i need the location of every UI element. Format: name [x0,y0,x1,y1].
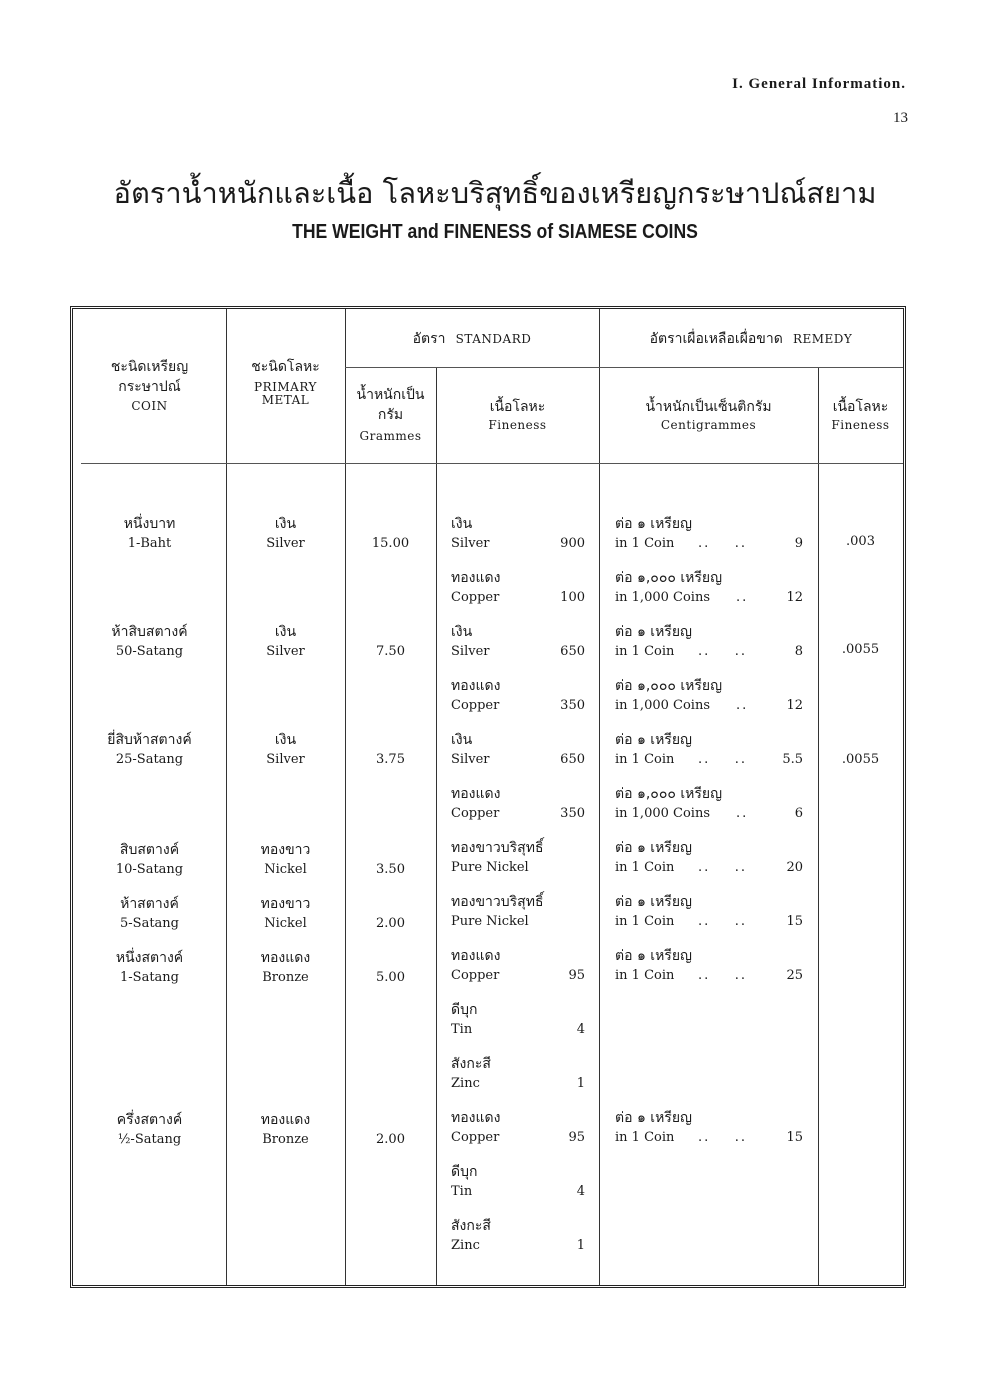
column-divider [818,367,819,1285]
standard-metal: เงิน Silver [451,516,490,551]
column-divider [436,367,437,1285]
page-title-thai: อัตราน้ำหนักและเนื้อ โลหะบริสุทธิ์ของเหรียญกระษาปณ์สยาม [113,176,877,210]
leader-dots: .. [736,590,749,605]
metal-name: ทองขาว Nickel [260,896,311,931]
remedy-text: ต่อ ๑ เหรียญ in 1 Coin [615,624,692,659]
weight-value: 5.00 [376,970,405,985]
header-remedy-fineness: เนื้อโลหะ Fineness [831,399,890,433]
remedy-fineness: .0055 [841,642,880,657]
standard-metal: ดีบุก Tin [451,1164,478,1199]
remedy-text: ต่อ ๑,๐๐๐ เหรียญ in 1,000 Coins [615,786,723,821]
metal-name: ทองแดง Bronze [260,950,311,985]
standard-value: 1 [576,1238,585,1253]
coin-name: ห้าสิบสตางค์ 50-Satang [111,624,188,659]
header-fineness: เนื้อโลหะ Fineness [488,399,547,433]
metal-name: เงิน Silver [266,732,305,767]
leader-dots: .. .. [698,536,748,551]
standard-value: 4 [576,1022,585,1037]
metal-name: ทองขาว Nickel [260,842,311,877]
leader-dots: .. .. [698,644,748,659]
coin-name: ยี่สิบห้าสตางค์ 25-Satang [107,732,192,767]
standard-value: 4 [576,1184,585,1199]
remedy-value: 25 [786,968,803,983]
coin-name: หนึ่งสตางค์ 1-Satang [115,950,184,985]
standard-metal: ดีบุก Tin [451,1002,478,1037]
header-remedy: อัตราเผื่อเหลือเผื่อขาด REMEDY [649,331,853,347]
coin-name: สิบสตางค์ 10-Satang [115,842,184,877]
standard-metal: ทองแดง Copper [451,948,501,983]
leader-dots: .. .. [698,752,748,767]
remedy-text: ต่อ ๑ เหรียญ in 1 Coin [615,948,692,983]
standard-metal: ทองแดง Copper [451,786,501,821]
running-head: I. General Information. [732,76,906,92]
coins-table [70,306,906,1288]
standard-value: 350 [560,806,585,821]
remedy-value: 6 [794,806,803,821]
remedy-text: ต่อ ๑,๐๐๐ เหรียญ in 1,000 Coins [615,678,723,713]
standard-metal: เงิน Silver [451,732,490,767]
standard-value: 1 [576,1076,585,1091]
standard-value: 650 [560,644,585,659]
leader-dots: .. .. [698,860,748,875]
remedy-value: 12 [786,590,803,605]
metal-name: เงิน Silver [266,516,305,551]
header-bottom-rule [81,463,903,464]
standard-value: 900 [560,536,585,551]
standard-metal: เงิน Silver [451,624,490,659]
weight-value: 7.50 [376,644,405,659]
metal-name: เงิน Silver [266,624,305,659]
header-metal: ชะนิดโลหะ PRIMARY METAL [251,359,320,408]
header-divider [345,367,903,368]
leader-dots: .. .. [698,914,748,929]
weight-value: 2.00 [376,916,405,931]
standard-metal: ทองขาวบริสุทธิ์ Pure Nickel [451,840,544,875]
weight-value: 15.00 [371,536,410,551]
remedy-text: ต่อ ๑ เหรียญ in 1 Coin [615,732,692,767]
remedy-text: ต่อ ๑ เหรียญ in 1 Coin [615,894,692,929]
standard-metal: สังกะสี Zinc [451,1056,491,1091]
header-weight: น้ำหนักเป็น กรัม Grammes [356,387,425,443]
standard-metal: ทองแดง Copper [451,1110,501,1145]
standard-metal: ทองขาวบริสุทธิ์ Pure Nickel [451,894,544,929]
leader-dots: .. .. [698,1130,748,1145]
remedy-text: ต่อ ๑,๐๐๐ เหรียญ in 1,000 Coins [615,570,723,605]
remedy-value: 8 [794,644,803,659]
standard-value: 100 [560,590,585,605]
header-centigrammes: น้ำหนักเป็นเซ็นติกรัม Centigrammes [645,399,772,433]
remedy-value: 12 [786,698,803,713]
weight-value: 3.50 [376,862,405,877]
remedy-fineness: .0055 [841,752,880,767]
remedy-value: 15 [786,1130,803,1145]
page-number: 13 [893,110,908,126]
standard-value: 95 [568,968,585,983]
standard-metal: สังกะสี Zinc [451,1218,491,1253]
coin-name: ห้าสตางค์ 5-Satang [120,896,179,931]
remedy-text: ต่อ ๑ เหรียญ in 1 Coin [615,1110,692,1145]
leader-dots: .. [736,698,749,713]
page-title-english: THE WEIGHT and FINENESS of SIAMESE COINS [292,221,698,243]
metal-name: ทองแดง Bronze [260,1112,311,1147]
header-coin: ชะนิดเหรียญ กระษาปณ์ COIN [110,359,189,413]
weight-value: 3.75 [376,752,405,767]
remedy-value: 9 [794,536,803,551]
standard-value: 650 [560,752,585,767]
remedy-text: ต่อ ๑ เหรียญ in 1 Coin [615,516,692,551]
header-standard: อัตรา STANDARD [412,331,532,347]
remedy-value: 20 [786,860,803,875]
standard-value: 350 [560,698,585,713]
remedy-text: ต่อ ๑ เหรียญ in 1 Coin [615,840,692,875]
coin-name: หนึ่งบาท 1-Baht [123,516,176,551]
remedy-fineness: .003 [846,534,875,549]
coin-name: ครึ่งสตางค์ ½-Satang [116,1112,183,1147]
leader-dots: .. .. [698,968,748,983]
standard-metal: ทองแดง Copper [451,570,501,605]
standard-value: 95 [568,1130,585,1145]
remedy-value: 5.5 [782,752,803,767]
standard-metal: ทองแดง Copper [451,678,501,713]
column-divider [599,309,600,1285]
leader-dots: .. [736,806,749,821]
remedy-value: 15 [786,914,803,929]
weight-value: 2.00 [376,1132,405,1147]
